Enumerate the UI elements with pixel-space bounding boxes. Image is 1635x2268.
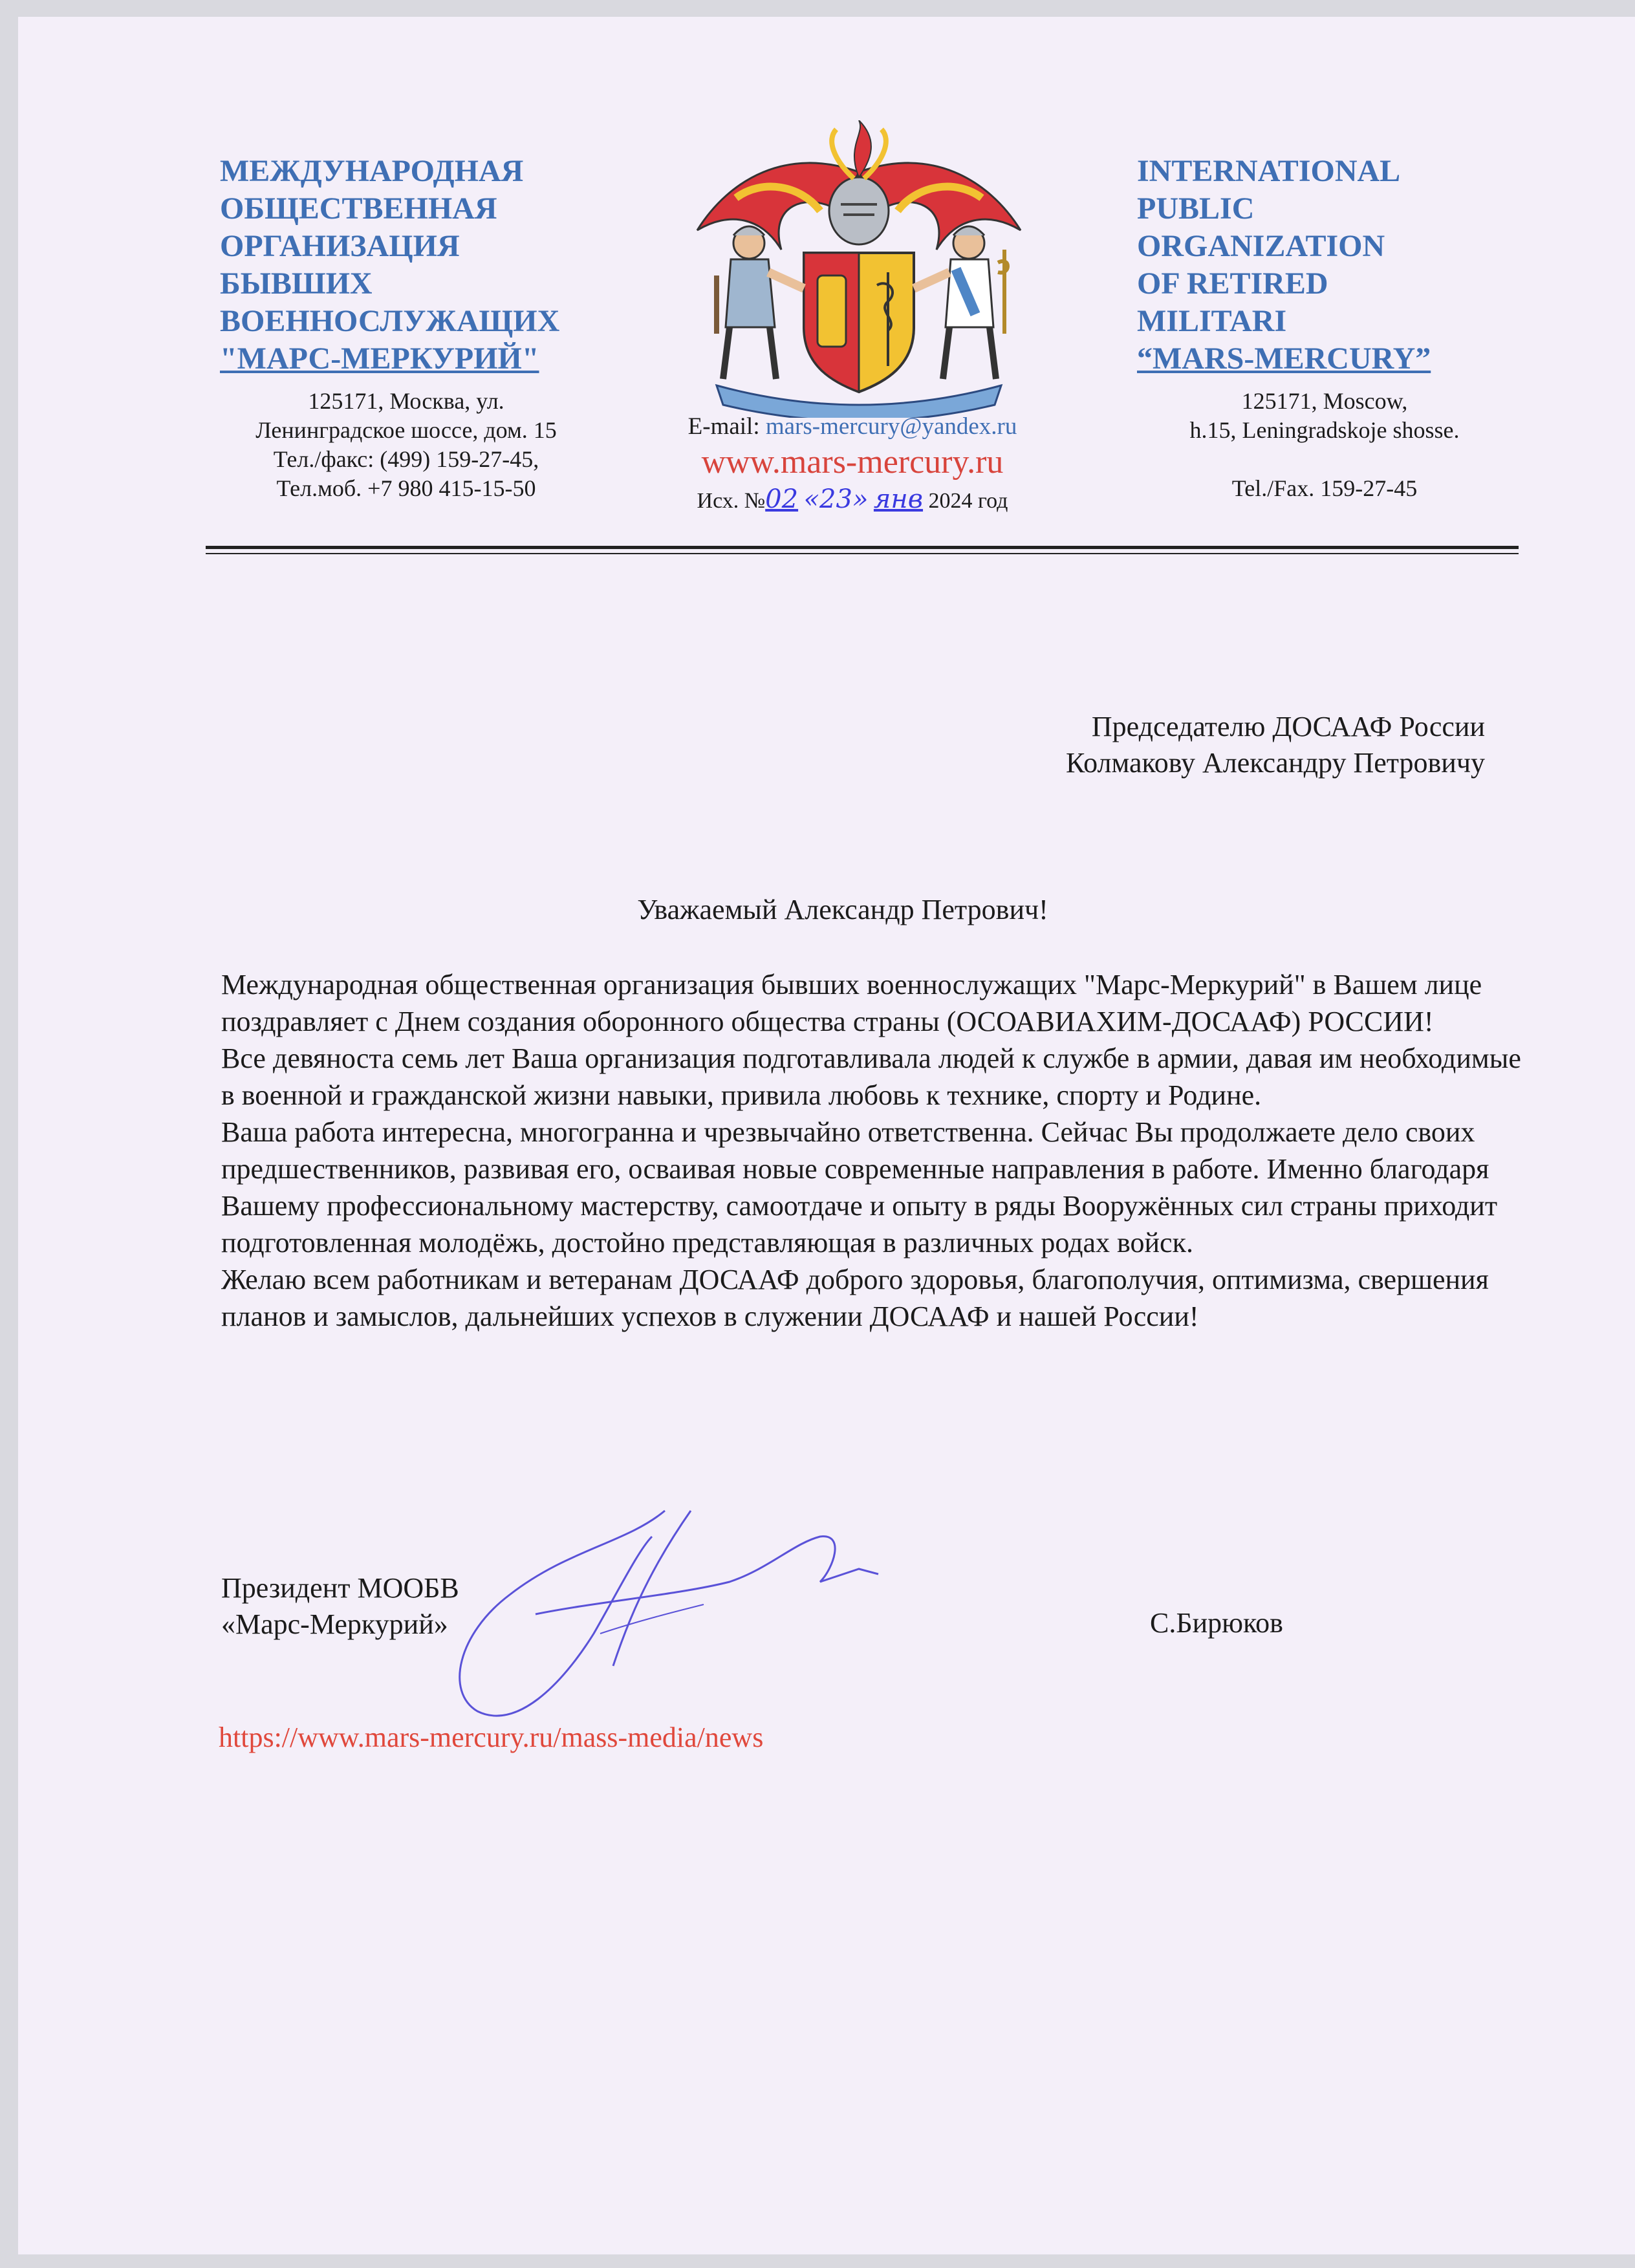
salutation: Уважаемый Александр Петрович!	[637, 894, 1048, 925]
outgoing-month: янв	[873, 484, 924, 514]
org-name-en-line: MILITARI	[1137, 304, 1287, 338]
address-ru-line: Ленинградское шоссе, дом. 15	[255, 417, 557, 443]
body-paragraph: Все девяноста семь лет Ваша организация подготавливала людей к службе в армии, давая им необходимые в военной и гражданской жизни навыки, привила любовь к технике, спорту и Родине.	[221, 1042, 1521, 1111]
header-divider	[206, 546, 1519, 549]
email-label: E-mail:	[688, 413, 760, 440]
website-link[interactable]: www.mars-mercury.ru	[701, 444, 1004, 481]
org-name-en-line: ORGANIZATION	[1137, 229, 1385, 263]
org-name-ru-line: БЫВШИХ	[220, 266, 373, 301]
org-name-ru-line: ВОЕННОСЛУЖАЩИХ	[220, 304, 560, 338]
body-paragraph: Желаю всем работникам и ветеранам ДОСААФ доброго здоровья, благополучия, оптимизма, свершения планов и замыслов, дальнейших успехов в служении ДОСААФ и нашей России!	[221, 1264, 1489, 1332]
letter-body	[221, 966, 1521, 1335]
outgoing-day: «23»	[803, 484, 869, 514]
address-en-line: h.15, Leningradskoje shosse.	[1189, 417, 1460, 443]
address-ru-line: Тел.моб. +7 980 415-15-50	[276, 475, 536, 501]
org-name-en	[1137, 153, 1431, 378]
signer-title-line: Президент МООБВ	[221, 1572, 459, 1604]
org-name-ru-line: ОРГАНИЗАЦИЯ	[220, 229, 460, 263]
address-en	[1118, 387, 1532, 503]
coat-of-arms-emblem-icon	[671, 120, 1046, 418]
contact-block	[639, 411, 1066, 515]
letter-page	[18, 17, 1635, 2254]
header-divider-thin	[206, 553, 1519, 554]
news-url-link[interactable]: https://www.mars-mercury.ru/mass-media/news	[219, 1722, 764, 1753]
email-link[interactable]: mars-mercury@yandex.ru	[765, 413, 1017, 440]
address-en-spacer	[1118, 445, 1532, 474]
addressee-line: Председателю ДОСААФ России	[1091, 711, 1485, 742]
org-name-en-line: PUBLIC	[1137, 191, 1255, 226]
outgoing-label: Исх. №	[697, 489, 766, 513]
org-name-ru-line: ОБЩЕСТВЕННАЯ	[220, 191, 497, 226]
org-name-en-line: “MARS-MERCURY”	[1137, 341, 1431, 376]
address-ru	[212, 387, 600, 503]
org-name-ru-line: МЕЖДУНАРОДНАЯ	[220, 154, 524, 188]
org-name-ru	[220, 153, 559, 378]
outgoing-number-line	[639, 485, 1066, 515]
org-name-ru-line: "МАРС-МЕРКУРИЙ"	[220, 341, 539, 376]
email-row	[639, 411, 1066, 442]
signer-title	[221, 1570, 459, 1643]
signer-name: С.Бирюков	[1150, 1607, 1283, 1639]
address-ru-line: 125171, Москва, ул.	[308, 388, 504, 414]
signer-title-line: «Марс-Меркурий»	[221, 1608, 448, 1640]
body-paragraph: Международная общественная организация бывших военнослужащих "Марс-Меркурий" в Вашем лице поздравляет с Днем создания оборонного общества страны (ОСОАВИАХИМ-ДОСААФ) РОССИИ!	[221, 969, 1482, 1037]
org-name-en-line: INTERNATIONAL	[1137, 154, 1401, 188]
body-paragraph: Ваша работа интересна, многогранна и чрезвычайно ответственна. Сейчас Вы продолжаете дело своих предшественников, развивая его, осваивая новые современные направления в работе. Именно благодаря Вашему профессиональному мастерству, самоотдаче и опыту в ряды Вооружённых сил страны приходит подготовленная молодёжь, достойно представляющая в различных родах войск.	[221, 1116, 1498, 1258]
addressee-block	[1066, 709, 1485, 781]
outgoing-year: 2024 год	[928, 489, 1008, 513]
outgoing-number: 02	[765, 484, 799, 514]
org-name-en-line: OF RETIRED	[1137, 266, 1328, 301]
address-en-line: Tel./Fax. 159-27-45	[1231, 475, 1418, 501]
handwritten-signature	[432, 1472, 1040, 1731]
address-en-line: 125171, Moscow,	[1241, 388, 1408, 414]
address-ru-line: Тел./факс: (499) 159-27-45,	[273, 446, 539, 472]
addressee-line: Колмакову Александру Петровичу	[1065, 747, 1485, 779]
